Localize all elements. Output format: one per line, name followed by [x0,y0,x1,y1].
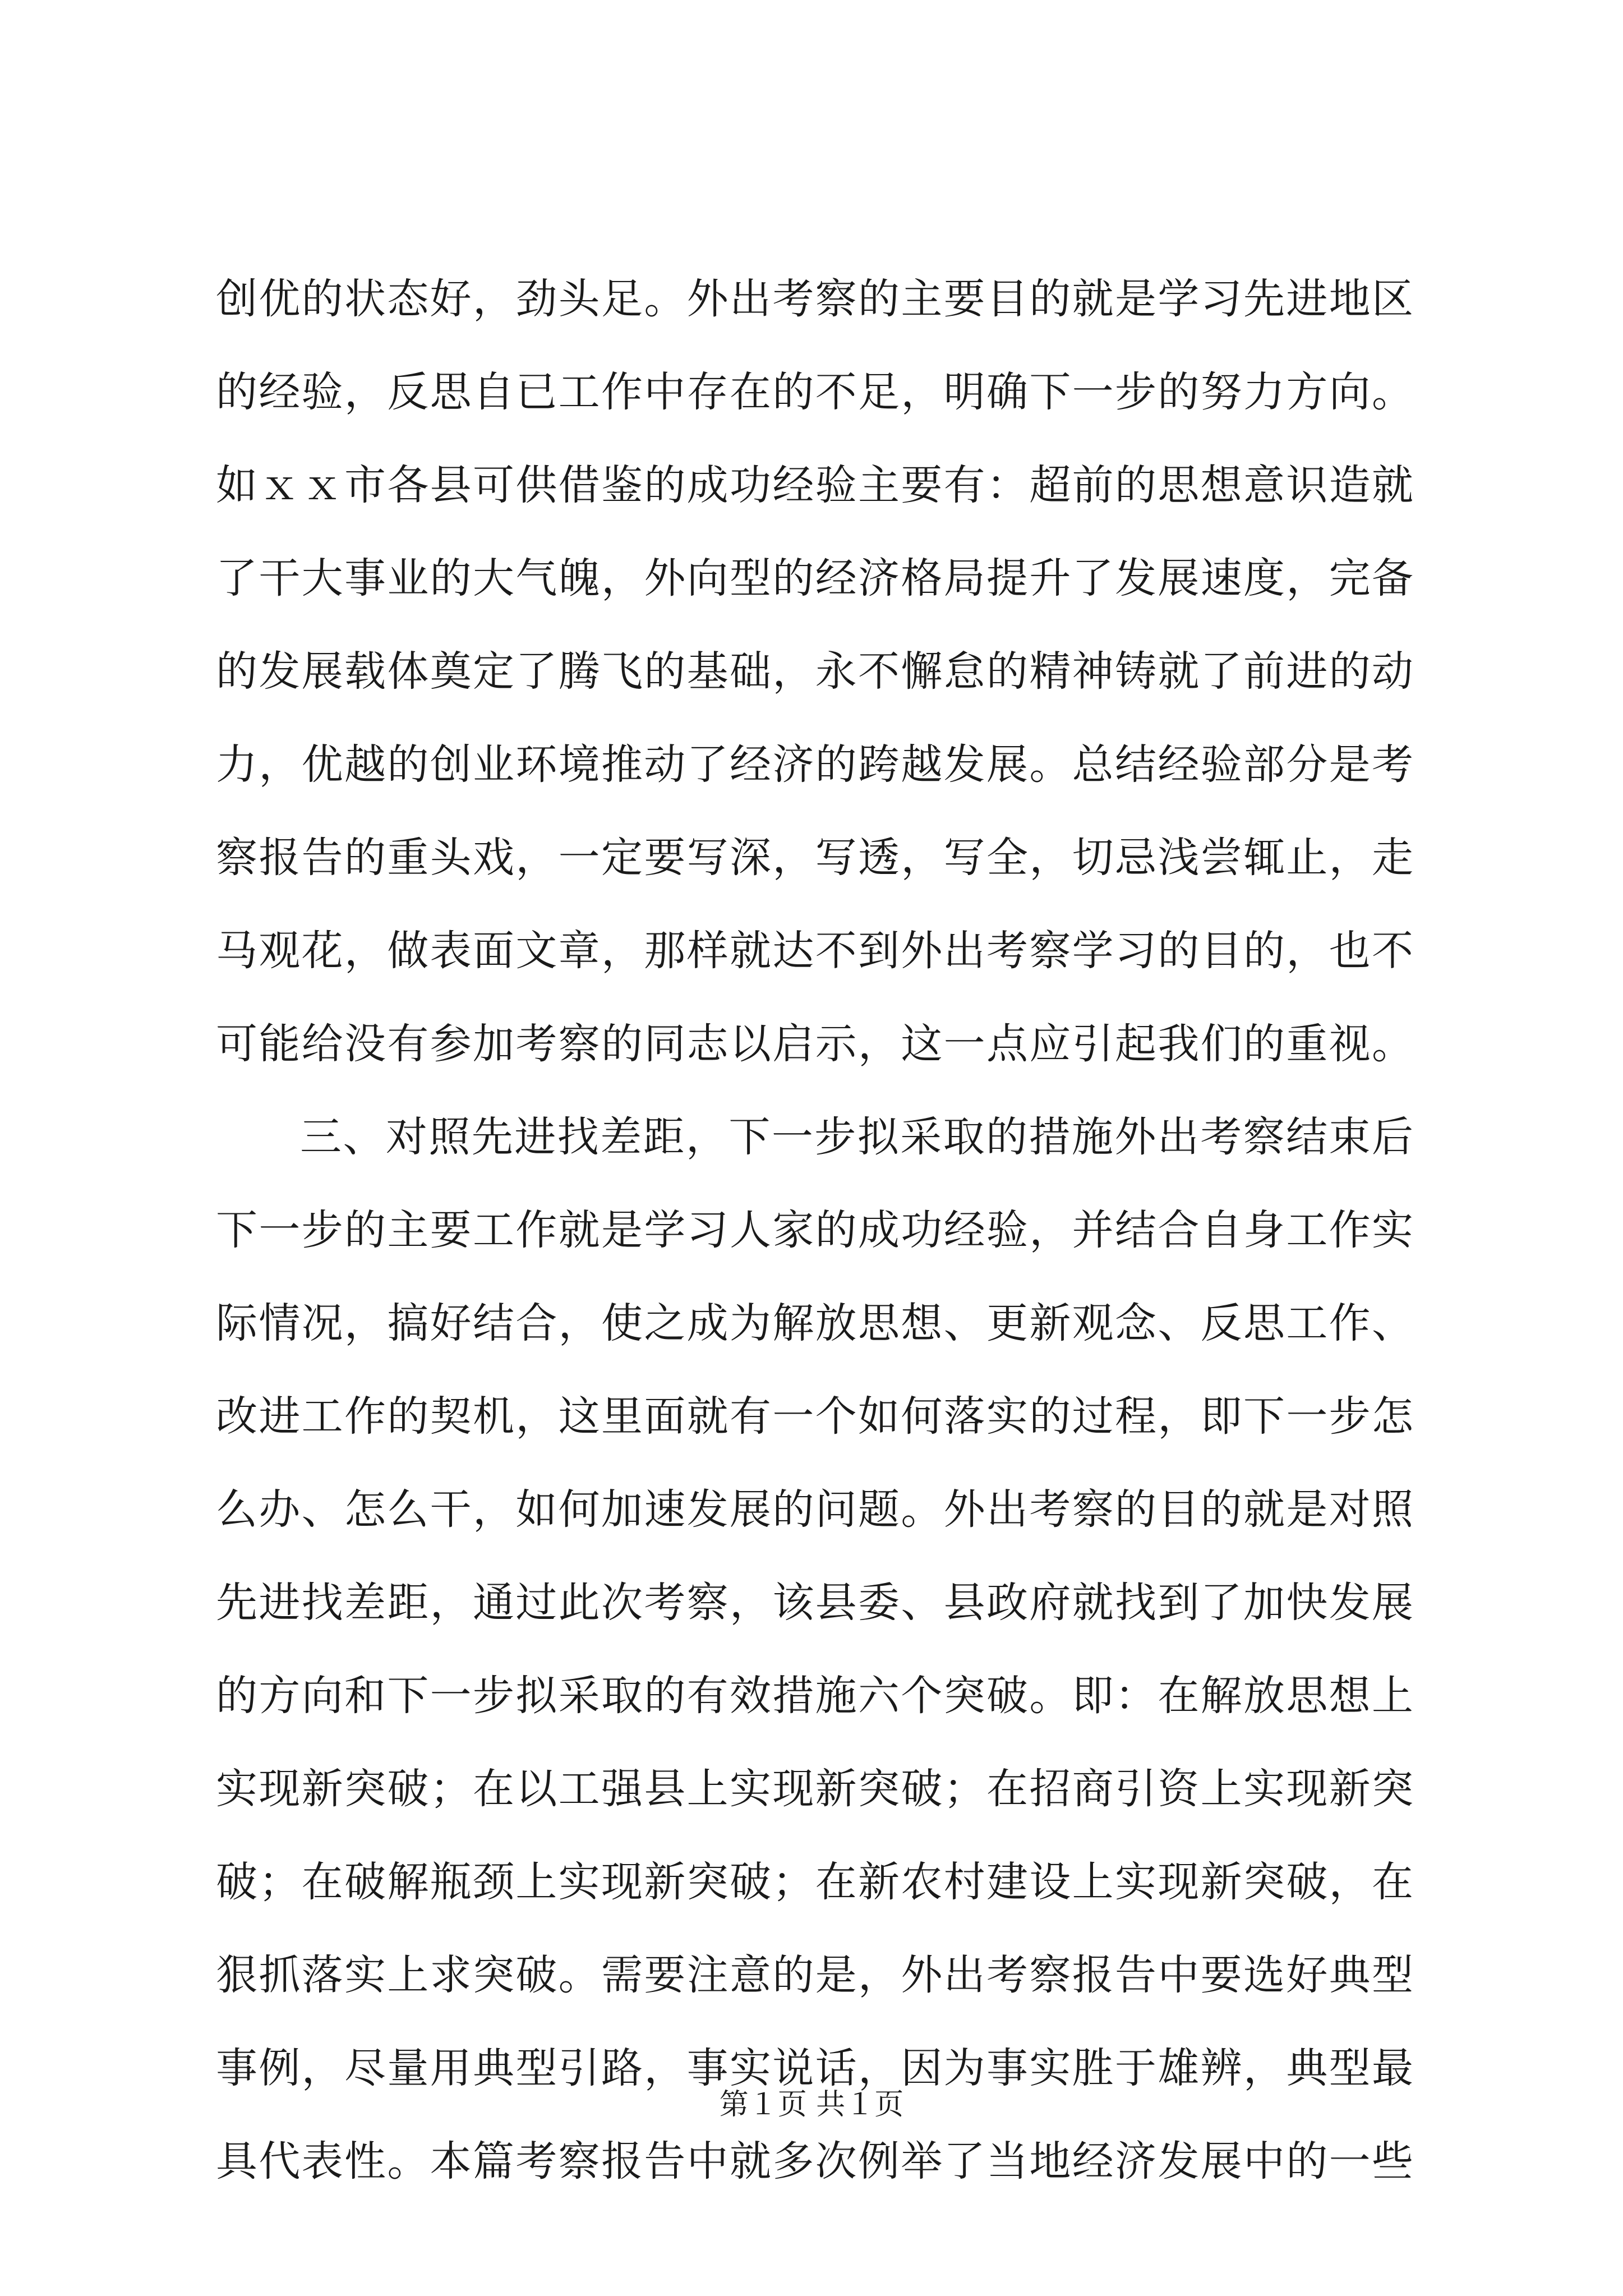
text-line: 的方向和下一步拟采取的有效措施六个突破。即：在解放思想上 [216,1672,1414,1720]
text-line: 的发展载体奠定了腾飞的基础，永不懈怠的精神铸就了前进的动 [216,647,1414,696]
text-line: 际情况，搞好结合，使之成为解放思想、更新观念、反思工作、 [216,1299,1414,1347]
page-footer [0,2082,1623,2127]
text-line: 事例，尽量用典型引路，事实说话，因为事实胜于雄辨，典型最 [216,2044,1414,2092]
text-line: 可能给没有参加考察的同志以启示，这一点应引起我们的重视。 [216,1020,1414,1068]
text-line: 狠抓落实上求突破。需要注意的是，外出考察报告中要选好典型 [216,1951,1414,1999]
text-line: 么办、怎么干，如何加速发展的问题。外出考察的目的就是对照 [216,1485,1414,1534]
section-heading-line: 三、对照先进找差距，下一步拟采取的措施外出考察结束后 [300,1113,1414,1161]
text-line: 下一步的主要工作就是学习人家的成功经验，并结合自身工作实 [216,1206,1414,1254]
text-line: 具代表性。本篇考察报告中就多次例举了当地经济发展中的一些 [216,2137,1414,2185]
text-line: 实现新突破；在以工强县上实现新突破；在招商引资上实现新突 [216,1765,1414,1813]
text-line: 创优的状态好，劲头足。外出考察的主要目的就是学习先进地区 [216,275,1414,323]
text-line: 的经验，反思自已工作中存在的不足，明确下一步的努力方向。 [216,368,1414,416]
text-line: 如ｘｘ市各县可供借鉴的成功经验主要有：超前的思想意识造就 [216,461,1414,509]
text-line: 破；在破解瓶颈上实现新突破；在新农村建设上实现新突破，在 [216,1858,1414,1906]
page-number-label: 第１页 共１页 [719,2088,904,2122]
text-line: 力，优越的创业环境推动了经济的跨越发展。总结经验部分是考 [216,740,1414,789]
text-line: 先进找差距，通过此次考察，该县委、县政府就找到了加快发展 [216,1579,1414,1627]
document-body [216,252,1414,2208]
text-line: 改进工作的契机，这里面就有一个如何落实的过程，即下一步怎 [216,1392,1414,1441]
text-line: 察报告的重头戏，一定要写深，写透，写全，切忌浅尝辄止，走 [216,834,1414,882]
text-line: 马观花，做表面文章，那样就达不到外出考察学习的目的，也不 [216,927,1414,975]
text-line: 了干大事业的大气魄，外向型的经济格局提升了发展速度，完备 [216,554,1414,602]
